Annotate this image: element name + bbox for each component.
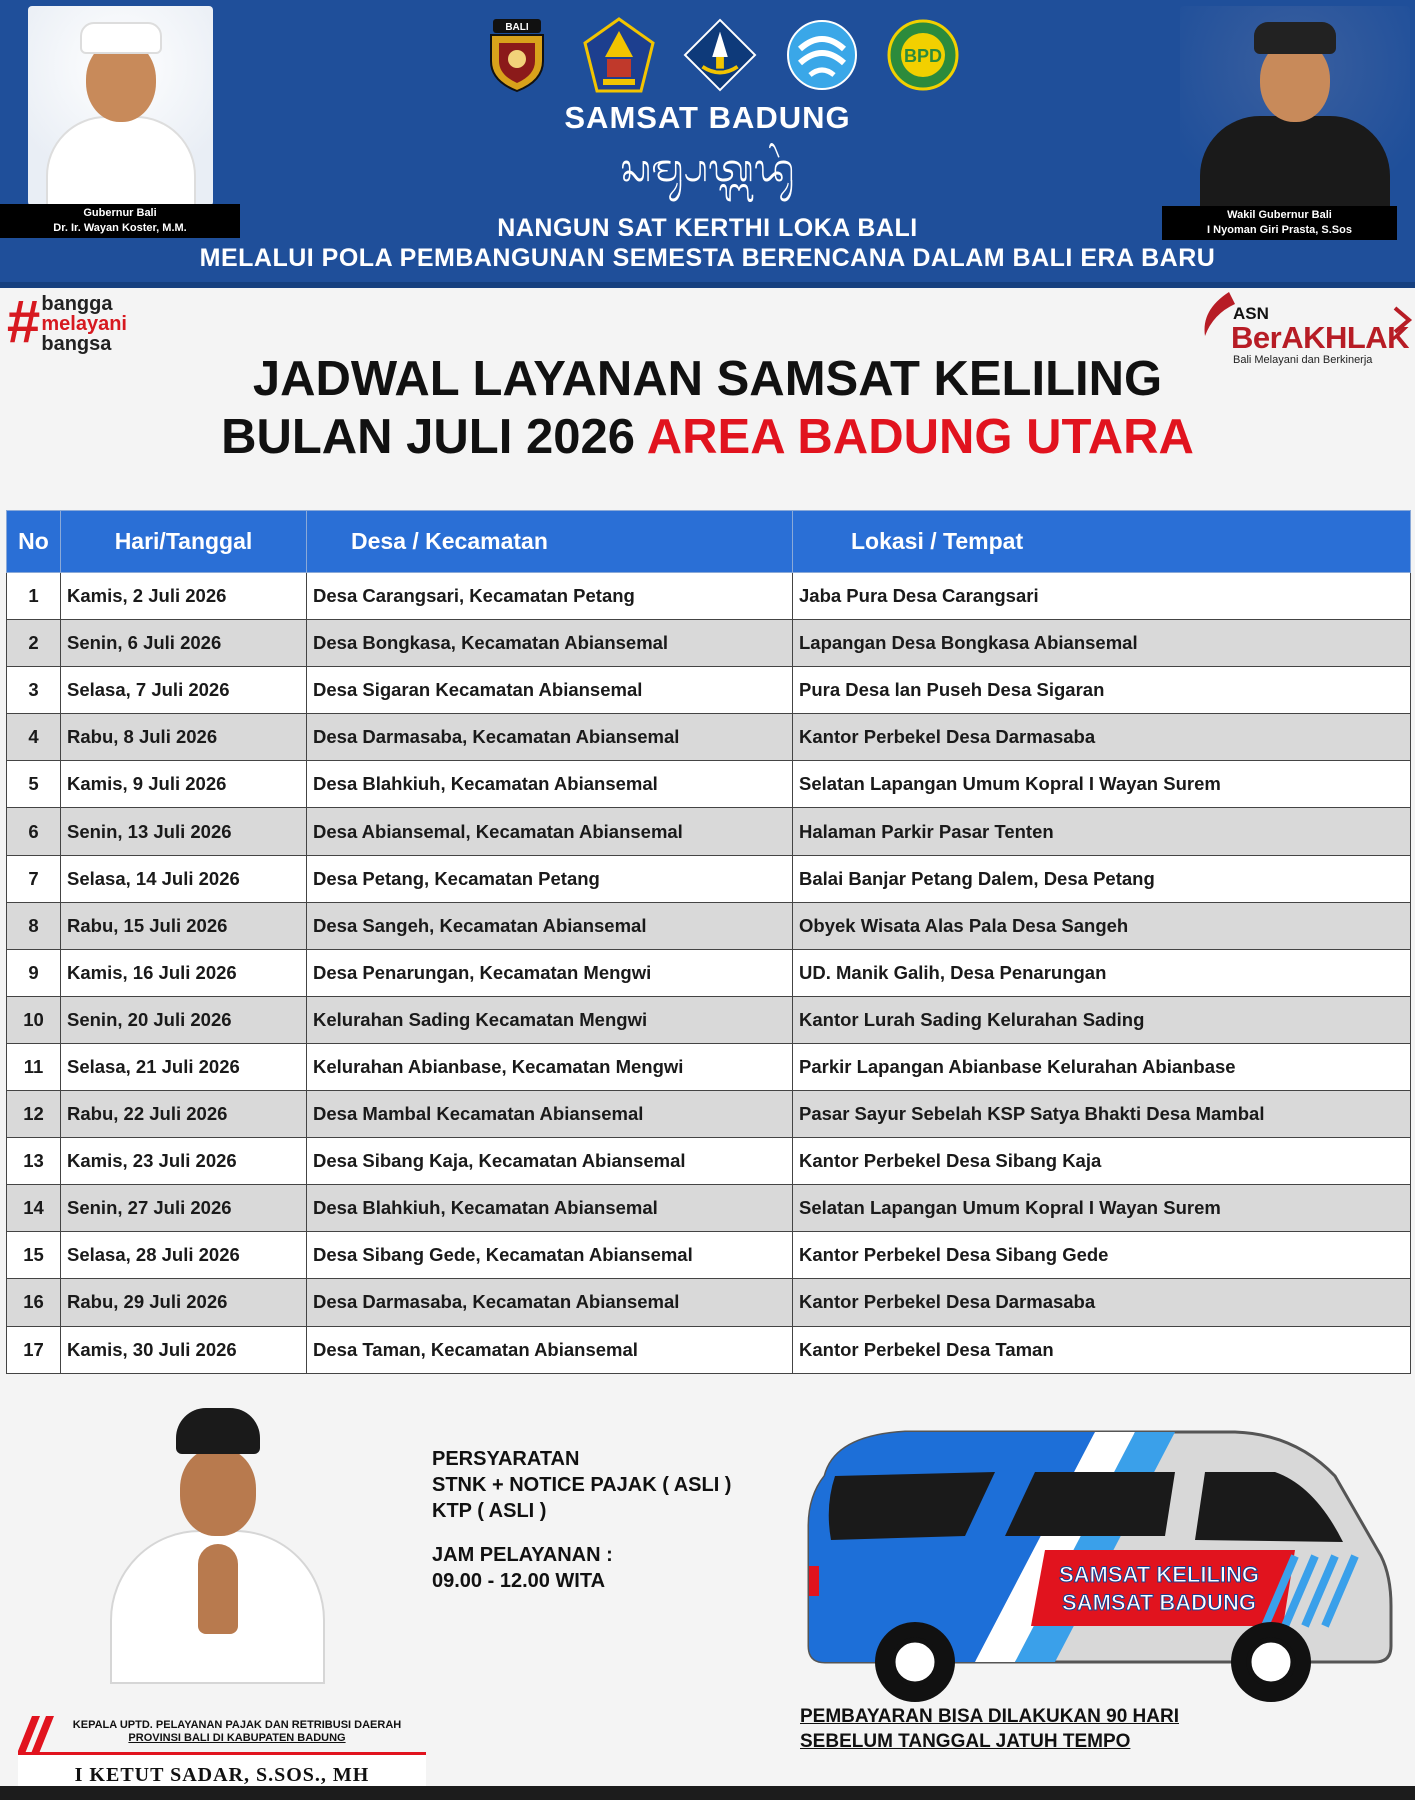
table-row bbox=[7, 902, 1411, 949]
row-desa: Desa Darmasaba, Kecamatan Abiansemal bbox=[307, 1279, 793, 1326]
row-no: 10 bbox=[7, 996, 61, 1043]
row-desa: Kelurahan Sading Kecamatan Mengwi bbox=[307, 996, 793, 1043]
balinese-script: ᬲᬫ᭄ᬲᬢ᭄ᬩᬤᬸᬂ bbox=[620, 148, 795, 190]
requirements-title: PERSYARATAN bbox=[432, 1448, 580, 1470]
hashtag-word-1: bangga bbox=[41, 293, 113, 315]
head-office-line-2: PROVINSI BALI DI KABUPATEN BADUNG bbox=[128, 1732, 346, 1744]
row-date: Senin, 27 Juli 2026 bbox=[61, 1185, 307, 1232]
table-row bbox=[7, 1279, 1411, 1326]
table-row bbox=[7, 761, 1411, 808]
row-desa: Kelurahan Abianbase, Kecamatan Mengwi bbox=[307, 1043, 793, 1090]
row-desa: Desa Sangeh, Kecamatan Abiansemal bbox=[307, 902, 793, 949]
table-row bbox=[7, 1232, 1411, 1279]
row-date: Selasa, 7 Juli 2026 bbox=[61, 667, 307, 714]
asn-tagline: Bali Melayani dan Berkinerja bbox=[1233, 354, 1373, 366]
row-no: 17 bbox=[7, 1326, 61, 1373]
hours-value: 09.00 - 12.00 WITA bbox=[432, 1570, 606, 1592]
vice-governor-role: Wakil Gubernur Bali bbox=[1227, 209, 1332, 221]
head-office-line-1: KEPALA UPTD. PELAYANAN PAJAK DAN RETRIBUSI DAERAH bbox=[72, 1719, 402, 1731]
row-desa: Desa Blahkiuh, Kecamatan Abiansemal bbox=[307, 1185, 793, 1232]
table-row bbox=[7, 1138, 1411, 1185]
row-lokasi: Pura Desa lan Puseh Desa Sigaran bbox=[793, 667, 1411, 714]
row-lokasi: Balai Banjar Petang Dalem, Desa Petang bbox=[793, 855, 1411, 902]
row-desa: Desa Darmasaba, Kecamatan Abiansemal bbox=[307, 714, 793, 761]
footer-section bbox=[0, 1376, 1415, 1800]
bank-bpd-bali-logo bbox=[886, 18, 960, 92]
row-date: Kamis, 16 Juli 2026 bbox=[61, 949, 307, 996]
hours-label: JAM PELAYANAN : bbox=[432, 1544, 613, 1566]
title-line-2 bbox=[0, 408, 1415, 466]
row-lokasi: Selatan Lapangan Umum Kopral I Wayan Surem bbox=[793, 761, 1411, 808]
row-lokasi: Jaba Pura Desa Carangsari bbox=[793, 573, 1411, 620]
header-date: Hari/Tanggal bbox=[61, 511, 307, 573]
row-desa: Desa Penarungan, Kecamatan Mengwi bbox=[307, 949, 793, 996]
row-lokasi: Kantor Perbekel Desa Sibang Gede bbox=[793, 1232, 1411, 1279]
row-no: 1 bbox=[7, 573, 61, 620]
row-desa: Desa Petang, Kecamatan Petang bbox=[307, 855, 793, 902]
row-lokasi: Halaman Parkir Pasar Tenten bbox=[793, 808, 1411, 855]
row-lokasi: Kantor Perbekel Desa Sibang Kaja bbox=[793, 1138, 1411, 1185]
title-area: AREA BADUNG UTARA bbox=[646, 410, 1194, 464]
row-desa: Desa Sigaran Kecamatan Abiansemal bbox=[307, 667, 793, 714]
header-title: SAMSAT BADUNG bbox=[564, 100, 851, 135]
row-desa: Desa Abiansemal, Kecamatan Abiansemal bbox=[307, 808, 793, 855]
governor-role: Gubernur Bali bbox=[83, 207, 157, 219]
row-lokasi: Obyek Wisata Alas Pala Desa Sangeh bbox=[793, 902, 1411, 949]
bpd-logo-text: BPD bbox=[903, 46, 943, 66]
table-row bbox=[7, 855, 1411, 902]
row-desa: Desa Sibang Gede, Kecamatan Abiansemal bbox=[307, 1232, 793, 1279]
title-month: BULAN JULI 2026 bbox=[221, 410, 635, 464]
row-date: Selasa, 28 Juli 2026 bbox=[61, 1232, 307, 1279]
row-lokasi: Kantor Lurah Sading Kelurahan Sading bbox=[793, 996, 1411, 1043]
row-desa: Desa Taman, Kecamatan Abiansemal bbox=[307, 1326, 793, 1373]
row-date: Rabu, 8 Juli 2026 bbox=[61, 714, 307, 761]
row-no: 4 bbox=[7, 714, 61, 761]
table-row bbox=[7, 1091, 1411, 1138]
row-no: 2 bbox=[7, 620, 61, 667]
title-line-1: JADWAL LAYANAN SAMSAT KELILING bbox=[252, 352, 1163, 406]
requirements-block bbox=[432, 1446, 731, 1594]
table-header-row bbox=[7, 511, 1411, 573]
table-row bbox=[7, 573, 1411, 620]
table-row bbox=[7, 714, 1411, 761]
row-lokasi: Kantor Perbekel Desa Taman bbox=[793, 1326, 1411, 1373]
row-lokasi: Selatan Lapangan Umum Kopral I Wayan Surem bbox=[793, 1185, 1411, 1232]
samsat-van-illustration bbox=[795, 1416, 1395, 1706]
row-no: 14 bbox=[7, 1185, 61, 1232]
governor-name: Dr. Ir. Wayan Koster, M.M. bbox=[53, 222, 187, 234]
row-no: 7 bbox=[7, 855, 61, 902]
asn-label: ASN bbox=[1233, 304, 1269, 323]
van-text-line-2: SAMSAT BADUNG bbox=[1062, 1590, 1256, 1615]
row-date: Kamis, 9 Juli 2026 bbox=[61, 761, 307, 808]
row-no: 8 bbox=[7, 902, 61, 949]
row-no: 12 bbox=[7, 1091, 61, 1138]
table-row bbox=[7, 1043, 1411, 1090]
row-date: Senin, 20 Juli 2026 bbox=[61, 996, 307, 1043]
row-date: Rabu, 29 Juli 2026 bbox=[61, 1279, 307, 1326]
police-logo-text: BALI bbox=[505, 22, 529, 33]
row-no: 5 bbox=[7, 761, 61, 808]
row-desa: Desa Bongkasa, Kecamatan Abiansemal bbox=[307, 620, 793, 667]
vice-governor-photo bbox=[1180, 6, 1410, 206]
payment-note bbox=[800, 1704, 1179, 1754]
header-lokasi: Lokasi / Tempat bbox=[793, 511, 1411, 573]
table-row bbox=[7, 1185, 1411, 1232]
badung-regency-logo bbox=[683, 18, 757, 92]
row-no: 3 bbox=[7, 667, 61, 714]
row-date: Kamis, 23 Juli 2026 bbox=[61, 1138, 307, 1185]
row-desa: Desa Sibang Kaja, Kecamatan Abiansemal bbox=[307, 1138, 793, 1185]
row-no: 16 bbox=[7, 1279, 61, 1326]
head-of-office-photo bbox=[100, 1394, 330, 1684]
motto-line-2: MELALUI POLA PEMBANGUNAN SEMESTA BERENCANA DALAM BALI ERA BARU bbox=[199, 244, 1216, 272]
row-date: Senin, 13 Juli 2026 bbox=[61, 808, 307, 855]
page-title bbox=[0, 350, 1415, 466]
row-lokasi: Lapangan Desa Bongkasa Abiansemal bbox=[793, 620, 1411, 667]
table-row bbox=[7, 667, 1411, 714]
row-lokasi: UD. Manik Galih, Desa Penarungan bbox=[793, 949, 1411, 996]
table-row bbox=[7, 949, 1411, 996]
header-desa: Desa / Kecamatan bbox=[307, 511, 793, 573]
hashtag-word-2: melayani bbox=[41, 313, 127, 335]
row-date: Kamis, 2 Juli 2026 bbox=[61, 573, 307, 620]
row-desa: Desa Blahkiuh, Kecamatan Abiansemal bbox=[307, 761, 793, 808]
berakhlak-word: BerAKHLAK bbox=[1231, 320, 1410, 355]
hashtag-badge bbox=[6, 288, 127, 355]
row-no: 13 bbox=[7, 1138, 61, 1185]
requirement-2: KTP ( ASLI ) bbox=[432, 1500, 547, 1522]
row-desa: Desa Mambal Kecamatan Abiansemal bbox=[307, 1091, 793, 1138]
schedule-table bbox=[6, 510, 1411, 1374]
table-row bbox=[7, 620, 1411, 667]
row-lokasi: Pasar Sayur Sebelah KSP Satya Bhakti Desa Mambal bbox=[793, 1091, 1411, 1138]
hashtag-word-3: bangsa bbox=[41, 333, 112, 355]
header-no: No bbox=[7, 511, 61, 573]
bali-province-logo bbox=[582, 18, 656, 92]
table-row bbox=[7, 808, 1411, 855]
table-row bbox=[7, 1326, 1411, 1373]
bali-police-logo bbox=[480, 18, 554, 92]
table-row bbox=[7, 996, 1411, 1043]
row-desa: Desa Carangsari, Kecamatan Petang bbox=[307, 573, 793, 620]
row-date: Rabu, 15 Juli 2026 bbox=[61, 902, 307, 949]
van-text-line-1: SAMSAT KELILING bbox=[1058, 1562, 1260, 1587]
schedule-body bbox=[7, 573, 1411, 1374]
head-of-office-name: I KETUT SADAR, S.SOS., MH bbox=[18, 1752, 426, 1796]
row-no: 6 bbox=[7, 808, 61, 855]
row-date: Kamis, 30 Juli 2026 bbox=[61, 1326, 307, 1373]
row-date: Rabu, 22 Juli 2026 bbox=[61, 1091, 307, 1138]
jasa-raharja-logo bbox=[785, 18, 859, 92]
row-lokasi: Kantor Perbekel Desa Darmasaba bbox=[793, 714, 1411, 761]
payment-line-1: PEMBAYARAN BISA DILAKUKAN 90 HARI bbox=[800, 1706, 1179, 1727]
motto-line-1: NANGUN SAT KERTHI LOKA BALI bbox=[497, 214, 918, 242]
logo-row bbox=[480, 10, 960, 100]
row-no: 11 bbox=[7, 1043, 61, 1090]
row-date: Selasa, 14 Juli 2026 bbox=[61, 855, 307, 902]
payment-line-2: SEBELUM TANGGAL JATUH TEMPO bbox=[800, 1731, 1131, 1752]
vice-governor-name: I Nyoman Giri Prasta, S.Sos bbox=[1207, 224, 1352, 236]
footer-bar bbox=[0, 1786, 1415, 1800]
row-no: 15 bbox=[7, 1232, 61, 1279]
row-lokasi: Kantor Perbekel Desa Darmasaba bbox=[793, 1279, 1411, 1326]
row-no: 9 bbox=[7, 949, 61, 996]
hashtag-icon: # bbox=[6, 288, 40, 355]
row-date: Senin, 6 Juli 2026 bbox=[61, 620, 307, 667]
vice-governor-name-plate bbox=[1162, 206, 1397, 240]
requirement-1: STNK + NOTICE PAJAK ( ASLI ) bbox=[432, 1474, 732, 1496]
row-lokasi: Parkir Lapangan Abianbase Kelurahan Abianbase bbox=[793, 1043, 1411, 1090]
header-banner bbox=[0, 0, 1415, 288]
row-date: Selasa, 21 Juli 2026 bbox=[61, 1043, 307, 1090]
